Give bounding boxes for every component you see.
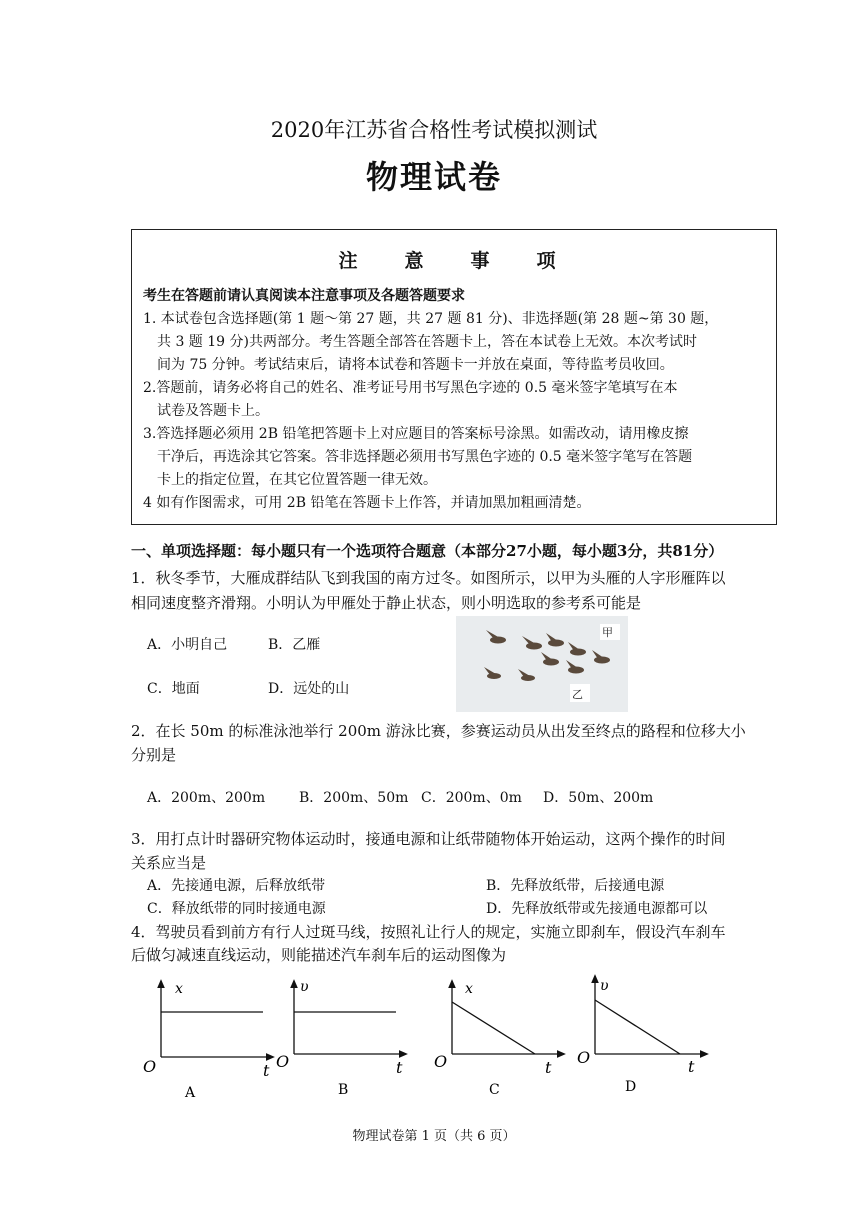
q2-text: 2．在长 50m 的标准泳池举行 200m 游泳比赛，参赛运动员从出发至终点的路程和位移大小 [131, 722, 746, 740]
q2-option-a: A．200m、200m [147, 790, 266, 806]
exam-title: 2020年江苏省合格性考试模拟测试 [270, 118, 598, 142]
q4-text: 4．驾驶员看到前方有行人过斑马线，按照礼让行人的规定，实施立即刹车，假设汽车刹车 [131, 923, 726, 941]
q1-text: 1．秋冬季节，大雁成群结队飞到我国的南方过冬。如图所示，以甲为头雁的人字形雁阵以 [131, 569, 726, 587]
graph-option-label: B [338, 1082, 349, 1098]
q1-option-a: A．小明自己 [147, 637, 228, 653]
graph-c [425, 975, 575, 1105]
origin-label: O [434, 1052, 448, 1071]
notice-line: 间为 75 分钟。考试结束后，请将本试卷和答题卡一并放在桌面，等待监考员收回。 [157, 357, 674, 373]
graph-b [270, 975, 420, 1105]
q1-option-b: B．乙雁 [268, 637, 321, 653]
notice-line: 1. 本试卷包含选择题(第 1 题～第 27 题，共 27 题 81 分)、非选择题(第 28 题~第 30 题， [143, 311, 719, 327]
q3-option-b: B．先释放纸带，后接通电源 [486, 878, 665, 894]
y-axis-label: x [465, 981, 473, 997]
y-axis-label: υ [300, 979, 309, 995]
y-axis-label: x [175, 981, 183, 997]
q3-text: 关系应当是 [131, 854, 207, 872]
q2-option-c: C．200m、0m [421, 790, 522, 806]
q2-text: 分别是 [131, 746, 177, 764]
graph-d [570, 970, 720, 1100]
graph-option-label: A [185, 1085, 196, 1101]
notice-line: 试卷及答题卡上。 [157, 403, 269, 419]
notice-line: 2.答题前，请务必将自己的姓名、准考证号用书写黑色字迹的 0.5 毫米签字笔填写在本 [143, 380, 678, 396]
section-heading: 一、单项选择题：每小题只有一个选项符合题意（本部分27小题，每小题3分，共81分） [131, 542, 724, 560]
q3-option-d: D．先释放纸带或先接通电源都可以 [486, 901, 708, 917]
notice-heading: 注 意 事 项 [338, 250, 570, 272]
notice-box [131, 229, 777, 525]
graph-line [452, 1002, 535, 1054]
y-axis-label: υ [600, 978, 609, 994]
graph-a [135, 975, 285, 1105]
notice-line: 共 3 题 19 分)共两部分。考生答题全部答在答题卡上，答在本试卷上无效。本次考试时 [157, 334, 697, 350]
notice-line: 3.答选择题必须用 2B 铅笔把答题卡上对应题目的答案标号涂黑。如需改动，请用橡皮擦 [143, 426, 689, 442]
graph-option-label: D [625, 1079, 637, 1095]
graph-line [595, 1000, 680, 1054]
page-footer: 物理试卷第 1 页（共 6 页） [352, 1129, 516, 1144]
notice-line: 卡上的指定位置，在其它位置答题一律无效。 [157, 472, 437, 488]
notice-line: 4 如有作图需求，可用 2B 铅笔在答题卡上作答，并请加黑加粗画清楚。 [143, 495, 591, 511]
q2-option-d: D．50m、200m [543, 790, 654, 806]
x-axis-label: t [263, 1061, 270, 1080]
notice-line: 干净后，再选涂其它答案。答非选择题必须用书写黑色字迹的 0.5 毫米签字笔写在答题 [157, 449, 693, 465]
notice-intro: 考生在答题前请认真阅读本注意事项及各题答题要求 [143, 288, 465, 304]
q4-text: 后做匀减速直线运动，则能描述汽车刹车后的运动图像为 [131, 946, 507, 964]
q1-option-c: C．地面 [147, 681, 200, 697]
x-axis-label: t [688, 1057, 695, 1076]
origin-label: O [143, 1057, 157, 1076]
q2-option-b: B．200m、50m [299, 790, 409, 806]
origin-label: O [577, 1048, 591, 1067]
goose-label-yi: 乙 [572, 688, 583, 701]
q3-text: 3．用打点计时器研究物体运动时，接通电源和让纸带随物体开始运动，这两个操作的时间 [131, 830, 726, 848]
origin-label: O [276, 1052, 290, 1071]
q1-text: 相同速度整齐滑翔。小明认为甲雁处于静止状态，则小明选取的参考系可能是 [131, 594, 642, 612]
q1-option-d: D．远处的山 [268, 681, 350, 697]
graph-option-label: C [489, 1082, 500, 1098]
x-axis-label: t [545, 1058, 552, 1077]
goose-label-jia: 甲 [602, 626, 613, 639]
geese-formation-photo [456, 616, 628, 712]
subject-title: 物理试卷 [365, 158, 502, 196]
q3-option-a: A．先接通电源，后释放纸带 [147, 878, 326, 894]
q3-option-c: C．释放纸带的同时接通电源 [147, 901, 326, 917]
x-axis-label: t [396, 1058, 403, 1077]
